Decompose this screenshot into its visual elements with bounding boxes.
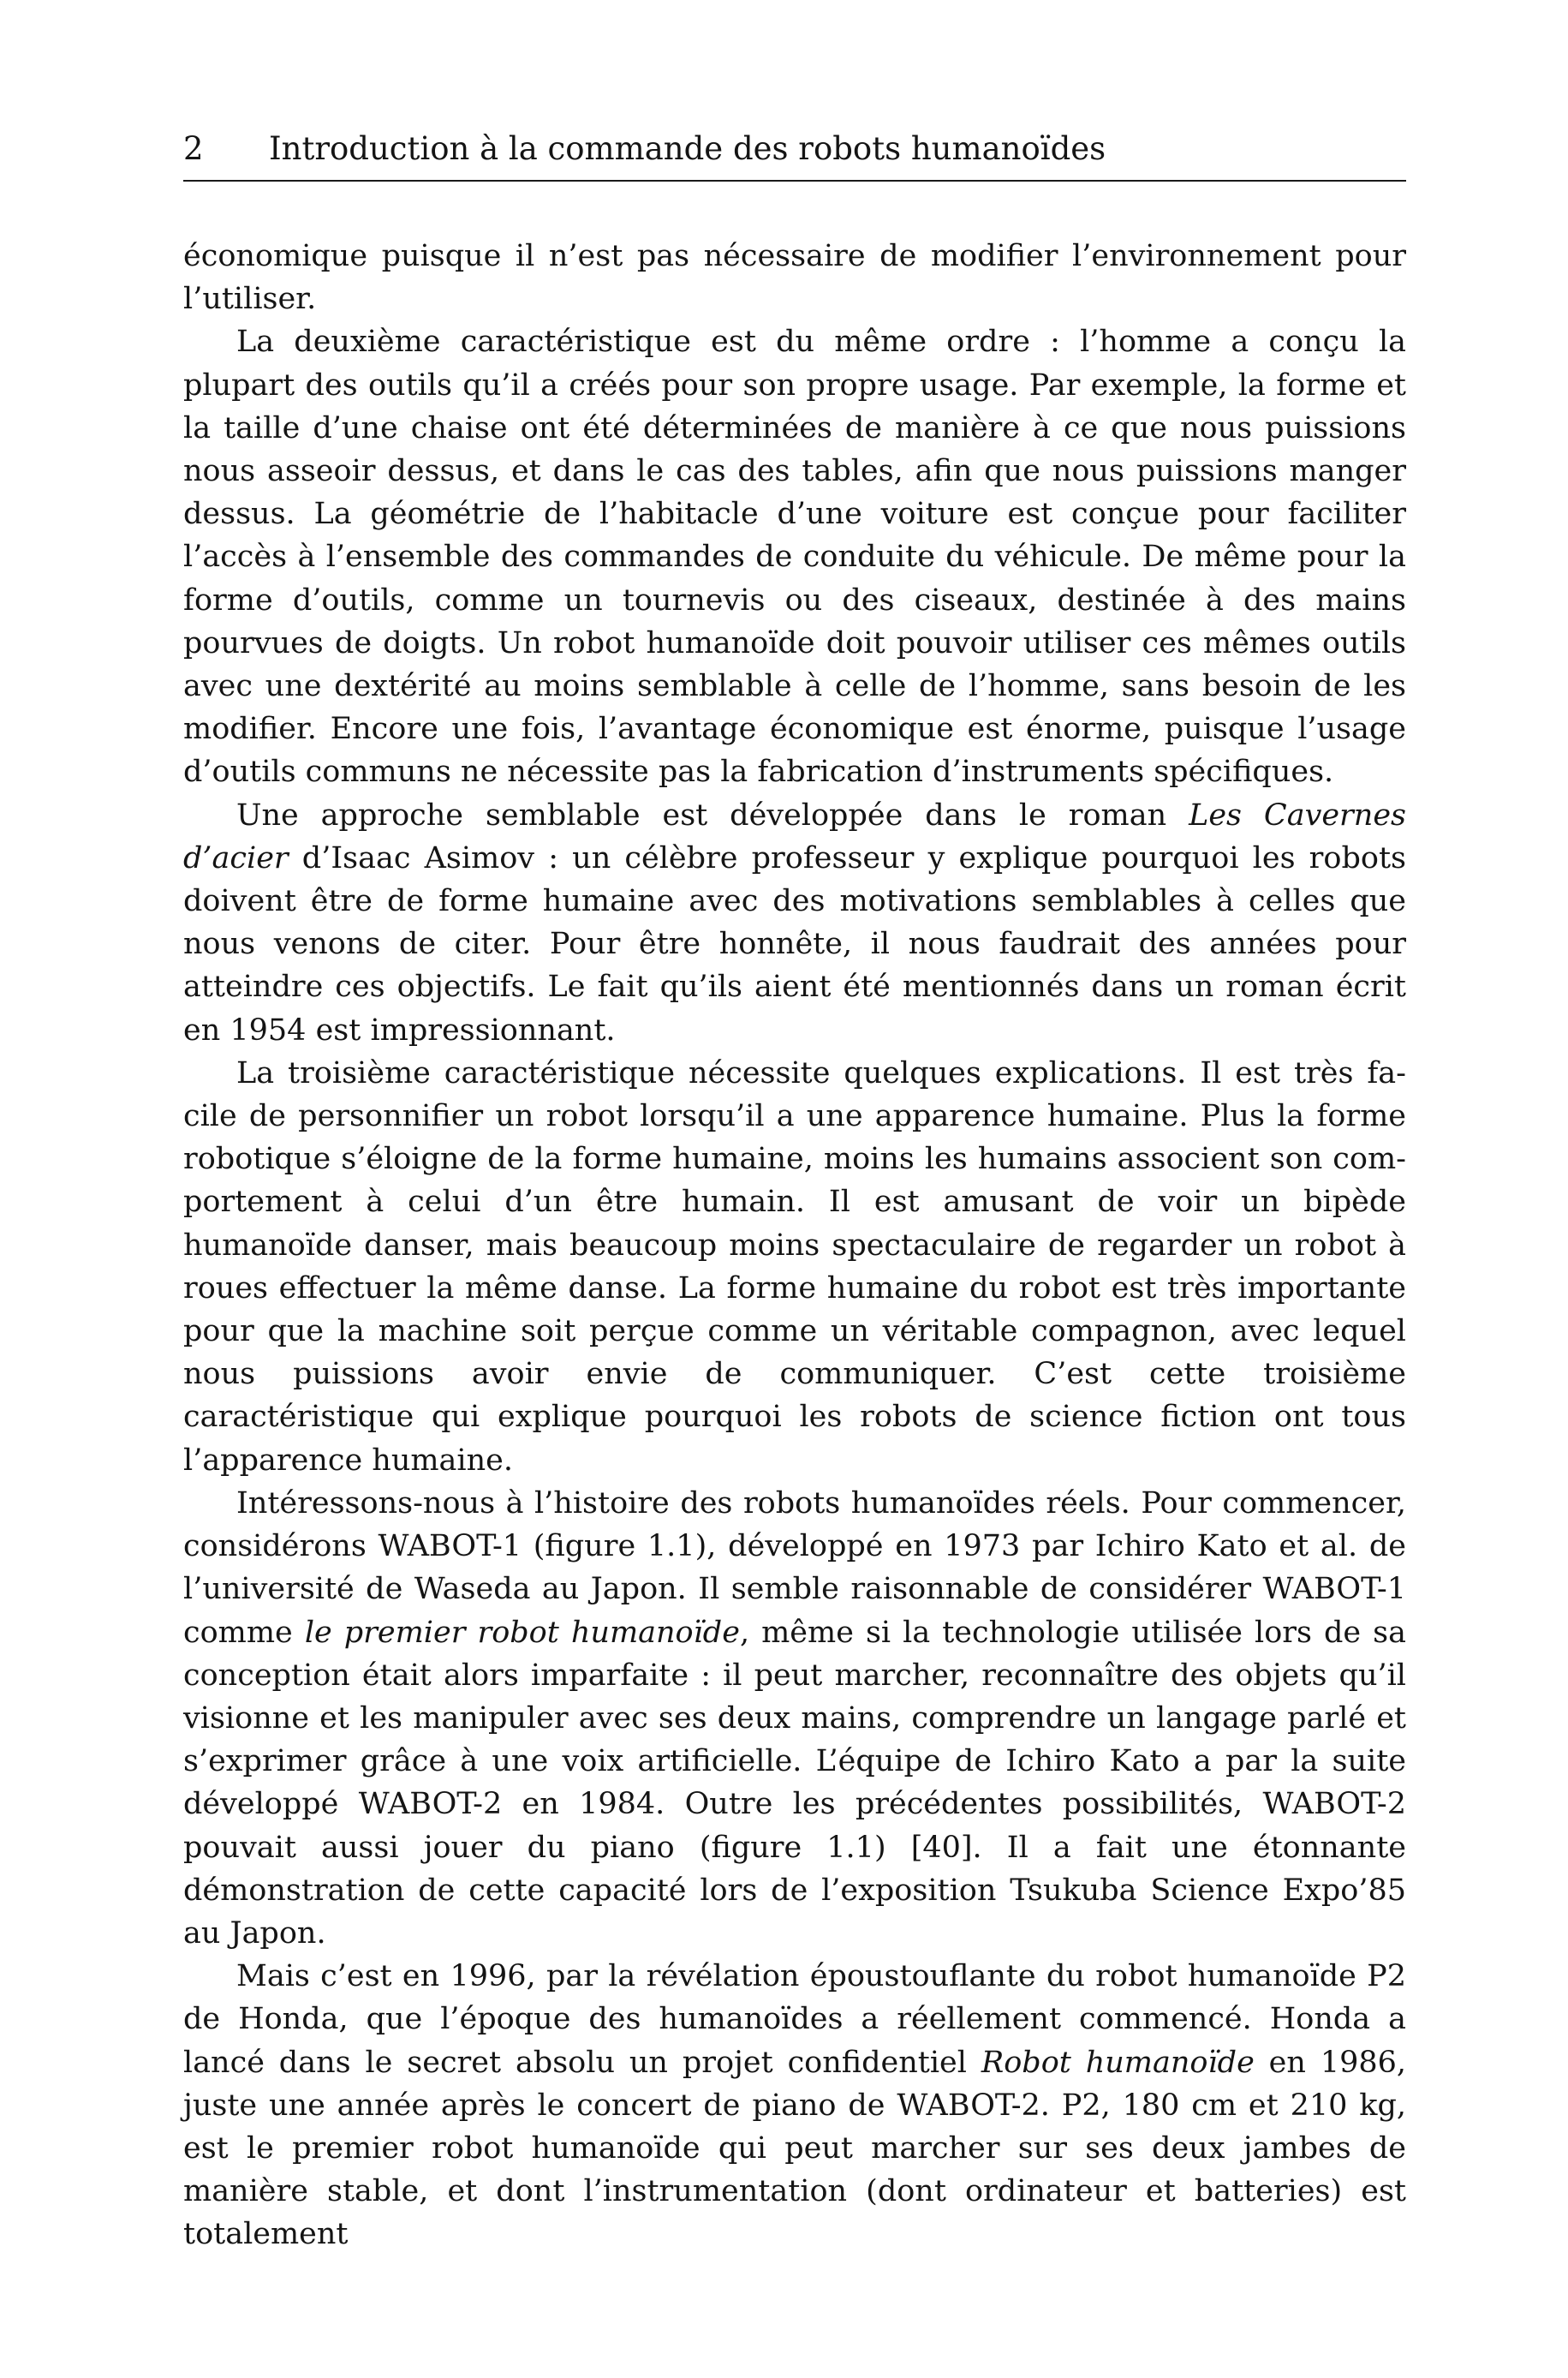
paragraph-asimov (183, 794, 1406, 1052)
paragraph-second-characteristic (183, 320, 1406, 793)
emphasis-first-humanoid: le premier robot humanoïde (304, 1615, 740, 1650)
text-segment: d’Isaac Asimov : un célèbre professeur y explique pourquoi les robots doivent être de forme humaine avec des motivations semblables à celles que nous venons de citer. Pour être honnête, il nous faudrait des années pour atteindre ces objectifs. Le fait qu’ils aient été mentionnés dans un roman écrit en 1954 est impressionnant. (183, 840, 1406, 1048)
book-page (183, 128, 1406, 2256)
paragraph-third-characteristic (183, 1052, 1406, 1482)
text-segment: Une approche semblable est développée dans le roman (236, 798, 1189, 833)
paragraph-continuation (183, 235, 1406, 320)
paragraph-honda (183, 1955, 1406, 2256)
paragraph-wabot (183, 1482, 1406, 1955)
text-segment: en 1986, juste une année après le concert de piano de WABOT-2. P2, 180 cm et 210 kg, est le premier robot humanoïde qui peut marcher sur ses deux jambes de manière stable, et dont l’instrumentation (dont ordinateur et batteries) est totalement (183, 2045, 1407, 2252)
text-segment: Mais c’est en 1996, par la révélation époustouflante du robot humanoïde P2 de Honda, que l’époque des humanoïdes a réellement commencé. Honda a lancé dans le secret absolu un projet confidentiel (183, 1959, 1406, 2080)
body-text (183, 235, 1406, 2256)
text-segment: Intéressons-nous à l’histoire des robots humanoïdes réels. Pour commencer, considérons WABOT-1 (figure 1.1), développé en 1973 par Ichiro Kato et al. de l’université de Waseda au Japon. Il semble raisonnable de considérer WABOT-1 comme (183, 1485, 1406, 1650)
text-segment: La deuxième caractéristique est du même ordre : l’homme a conçu la plupart des outils qu’il a créés pour son propre usage. Par exemple, la forme et la taille d’une chaise ont été déterminées de manière à ce que nous puissions nous asseoir dessus, et dans le cas des tables, afin que nous puissions manger dessus. La géométrie de l’habitacle d’une voiture est conçue pour faciliter l’accès à l’ensemble des commandes de conduite du véhicule. De même pour la forme d’outils, comme un tournevis ou des ciseaux, destinée à des mains pourvues de doigts. Un robot humanoïde doit pouvoir utiliser ces mêmes outils avec une dextérité au moins semblable à celle de l’homme, sans besoin de les modifier. Encore une fois, l’avantage économique est énorme, puisque l’usage d’outils communs ne nécessite pas la fabrication d’instruments spécifiques. (183, 325, 1406, 790)
text-segment: , même si la technologie utilisée lors de sa conception était alors imparfaite : il peut marcher, reconnaître des objets qu’il visionne et les manipuler avec ses deux mains, comprendre un langage parlé et s’exprimer grâce à une voix artificielle. L’équipe de Ichiro Kato a par la suite développé WABOT-2 en 1984. Outre les précédentes possibilités, WABOT-2 pouvait aussi jouer du piano (figure 1.1) [40]. Il a fait une étonnante démonstration de cette capacité lors de l’exposition Tsukuba Science Expo’85 au Japon. (183, 1615, 1406, 1951)
running-title: Introduction à la commande des robots humanoïdes (269, 130, 1106, 167)
text-segment: économique puisque il n’est pas nécessaire de modifier l’environnement pour l’utiliser. (183, 239, 1406, 317)
text-segment: La troisième caractéristique nécessite quelques explications. Il est très facile de personnifier un robot lorsqu’il a une apparence humaine. Plus la forme robotique s’éloigne de la forme humaine, moins les humains associent son comportement à celui d’un être humain. Il est amusant de voir un bipède humanoïde danser, mais beaucoup moins spectaculaire de regarder un robot à roues effectuer la même danse. La forme humaine du robot est très importante pour que la machine soit perçue comme un véritable compagnon, avec lequel nous puissions avoir envie de communiquer. C’est cette troisième caractéristique qui explique pourquoi les robots de science fiction ont tous l’apparence humaine. (183, 1055, 1406, 1478)
book-title-emphasis: Les Cavernes d’acier (183, 798, 1407, 875)
project-name-emphasis: Robot humanoïde (981, 2045, 1255, 2080)
page-number: 2 (183, 130, 204, 167)
running-header (183, 128, 1406, 182)
